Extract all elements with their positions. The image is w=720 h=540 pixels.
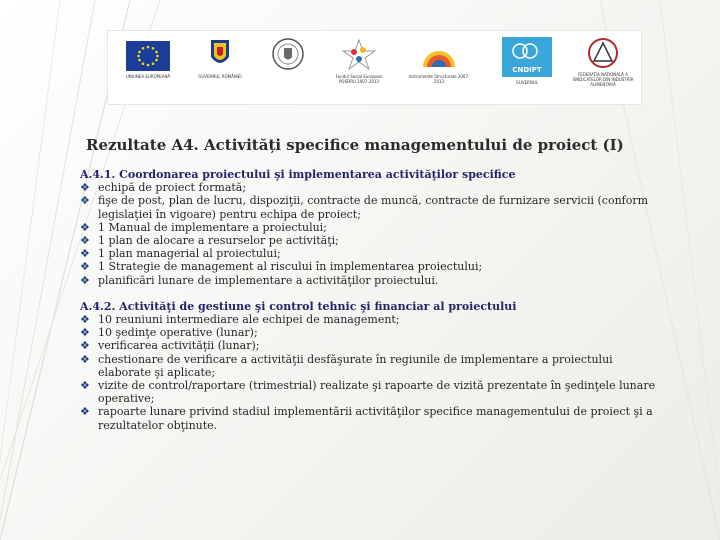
fse-caption: Fondul Social European POSDRU 2007-2013 xyxy=(335,74,383,84)
bullet-icon: ❖ xyxy=(80,234,90,248)
cndipt-logo xyxy=(500,37,554,85)
section-list-a42 xyxy=(80,313,665,432)
section-spacer xyxy=(80,287,665,300)
cndipt-circles-icon xyxy=(502,37,552,65)
list-item: ❖ 10 şedinţe operative (lunar); xyxy=(80,326,258,340)
bullet-icon: ❖ xyxy=(80,273,90,287)
logo-banner xyxy=(108,31,641,104)
section-heading-a42: A.4.2. Activităţi de gestiune şi control tehnic şi financiar al proiectului xyxy=(80,299,517,313)
list-item: ❖ echipă de proiect formată; xyxy=(80,181,247,195)
ministry-seal xyxy=(266,37,310,71)
is-sun-icon xyxy=(417,37,461,71)
section-heading-a41: A.4.1. Coordonarea proiectului şi implementarea activităţilor specifice xyxy=(80,168,516,181)
bullet-icon: ❖ xyxy=(80,260,90,274)
bullet-icon: ❖ xyxy=(80,194,90,208)
bullet-icon: ❖ xyxy=(80,247,90,261)
page-title: Rezultate A4. Activități specifice managementului de proiect (I) xyxy=(86,136,624,154)
list-item: ❖ rapoarte lunare privind stadiul implementării activităţilor specifice managementului de proiect şi a rezultatelor obţinute. xyxy=(80,405,653,432)
bullet-icon: ❖ xyxy=(80,352,90,366)
list-item: ❖ planificări lunare de implementare a activităţilor proiectului. xyxy=(80,273,439,287)
list-item: ❖ 1 Manual de implementare a proiectului; xyxy=(80,220,327,234)
list-item: ❖ 1 Strategie de management al riscului în implementarea proiectului; xyxy=(80,260,483,274)
is-caption: Instrumente Structurale 2007-2013 xyxy=(408,74,470,84)
eu-flag-icon xyxy=(126,41,170,71)
list-item: ❖ verificarea activităţii (lunar); xyxy=(80,339,260,353)
eu-logo xyxy=(120,37,176,79)
bullet-icon: ❖ xyxy=(80,339,90,353)
partner-logo xyxy=(572,37,634,87)
cndipt-label: CNDIPT xyxy=(512,66,542,74)
bullet-icon: ❖ xyxy=(80,181,90,195)
list-item: ❖ 10 reuniuni intermediare ale echipei de management; xyxy=(80,313,400,327)
cndipt-caption: GUVERNUL xyxy=(515,80,539,85)
ministry-seal-icon xyxy=(271,37,305,71)
fse-star-icon xyxy=(339,37,379,71)
bullet-icon: ❖ xyxy=(80,313,90,327)
eu-caption: UNIUNEA EUROPEANĂ xyxy=(125,74,171,79)
partner-caption: FEDERAȚIA NAȚIONALĂ A SINDICATELOR DIN INDUSTRIA ALIMENTARĂ xyxy=(572,72,634,87)
list-item: ❖ fişe de post, plan de lucru, dispoziţii, contracte de muncă, contracte de furnizare servicii (conform legislaţiei în vigoare) pentru echipa de proiect; xyxy=(80,194,649,221)
list-item: ❖ 1 plan de alocare a resurselor pe activităţi; xyxy=(80,234,339,248)
bullet-icon: ❖ xyxy=(80,220,90,234)
bullet-icon: ❖ xyxy=(80,326,90,340)
coat-of-arms-icon xyxy=(208,37,232,71)
section-list-a41 xyxy=(80,181,665,287)
fse-logo xyxy=(328,37,390,84)
list-item: ❖ 1 plan managerial al proiectului; xyxy=(80,247,281,261)
results-content xyxy=(80,168,665,432)
is-logo xyxy=(406,37,472,84)
partner-emblem-icon xyxy=(587,37,619,69)
cndipt-badge xyxy=(502,37,552,77)
list-item: ❖ vizite de control/raportare (trimestrial) realizate şi rapoarte de vizită prezentate în şedinţele lunare operative; xyxy=(80,379,656,406)
bullet-icon: ❖ xyxy=(80,379,90,393)
list-item: ❖ chestionare de verificare a activităţii desfăşurate în regiunile de implementare a proiectului elaborate şi aplicate; xyxy=(80,352,613,379)
bullet-icon: ❖ xyxy=(80,405,90,419)
gov-logo xyxy=(194,37,246,79)
gov-caption: GUVERNUL ROMÂNIEI xyxy=(198,74,242,79)
